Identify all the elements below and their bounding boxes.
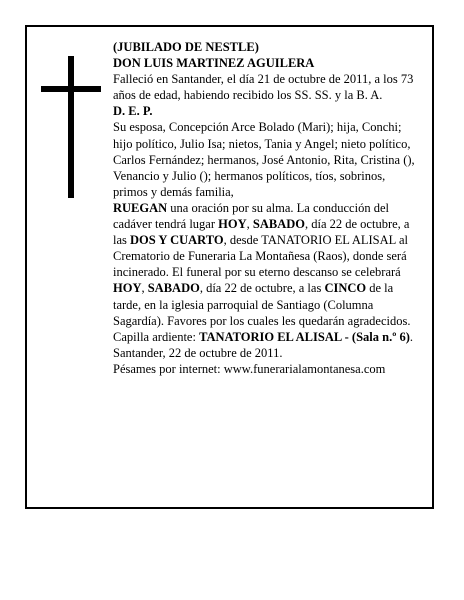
condolences-line: Pésames por internet: www.funerarialamontanesa.com bbox=[113, 361, 386, 376]
request-text-3: , día 22 de octubre, a las bbox=[113, 217, 410, 248]
request-text-5: , bbox=[141, 281, 148, 296]
chapel-line bbox=[113, 329, 419, 345]
funeral-time: CINCO bbox=[324, 281, 367, 296]
hoy-2: HOY bbox=[113, 281, 142, 296]
conduction-time: DOS Y CUARTO bbox=[130, 233, 224, 248]
request-text-1: una oración por su alma. La conducción del cadáver tendrá lugar bbox=[113, 200, 389, 232]
dep-label: D. E. P. bbox=[113, 104, 153, 119]
deceased-name: DON LUIS MARTINEZ AGUILERA bbox=[113, 56, 315, 71]
request-text-7: de la tarde, en la iglesia parroquial de Santiago (Columna Sagardía). Favores por los cuales les quedarán agradecidos. bbox=[113, 281, 411, 328]
sabado-1: SABADO bbox=[252, 217, 305, 232]
obituary-notice bbox=[25, 25, 434, 509]
obituary-text bbox=[113, 39, 419, 377]
death-statement: Falleció en Santander, el día 21 de octubre de 2011, a los 73 años de edad, habiendo recibido los SS. SS. y la B. A. bbox=[113, 72, 414, 103]
hoy-1: HOY bbox=[218, 217, 247, 232]
cross-horizontal-bar bbox=[41, 86, 101, 92]
request-text-4: , desde TANATORIO EL ALISAL al Crematorio de Funeraria La Montañesa (Raos), donde será incinerado. El funeral por su eterno descanso se celebrará bbox=[113, 233, 408, 280]
chapel-label: Capilla ardiente: bbox=[113, 329, 200, 344]
request-paragraph bbox=[113, 200, 419, 329]
chapel-place: TANATORIO EL ALISAL - (Sala n.º 6) bbox=[199, 329, 410, 344]
request-text-2: , bbox=[246, 217, 253, 232]
sabado-2: SABADO bbox=[147, 281, 200, 296]
request-text-6: , día 22 de octubre, a las bbox=[199, 281, 325, 296]
chapel-end: . bbox=[409, 329, 413, 344]
place-date: Santander, 22 de octubre de 2011. bbox=[113, 345, 283, 360]
cross-vertical-bar bbox=[68, 56, 74, 198]
family-list: Su esposa, Concepción Arce Bolado (Mari); hija, Conchi; hijo político, Julio Isa; nietos, Tania y Angel; nieto político, Carlos Fernández; hermanos, José Antonio, Rita, Cristina (), Venancio y Julio (); hermanos políticos, tíos, sobrinos, primos y demás familia, bbox=[113, 120, 415, 199]
ruegan-word: RUEGAN bbox=[113, 200, 168, 215]
retired-from: (JUBILADO DE NESTLE) bbox=[113, 40, 259, 54]
